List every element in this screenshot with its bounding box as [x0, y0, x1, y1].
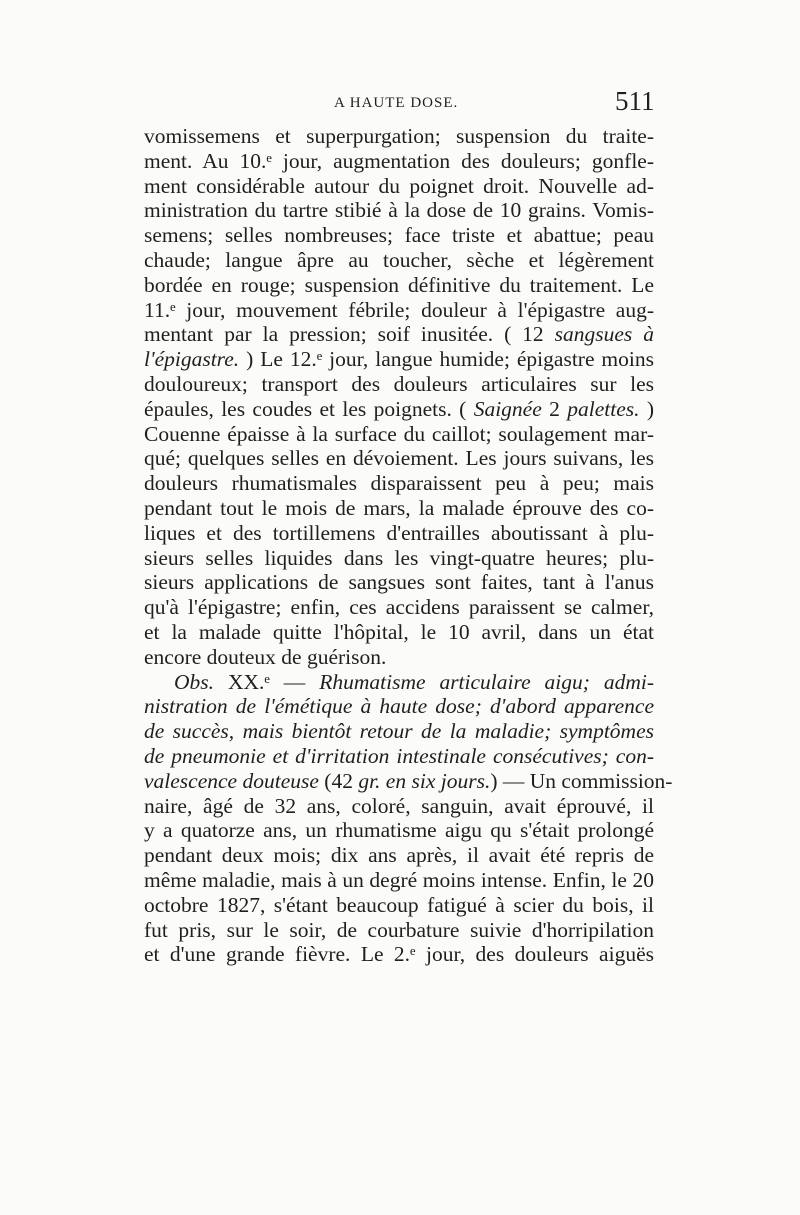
text-run: et la malade quitte l'hôpital, le 10 avril, dans un état	[144, 620, 654, 644]
text-line	[144, 942, 654, 967]
text-line	[144, 719, 654, 744]
text-line	[144, 372, 654, 397]
text-run: ment considérable autour du poignet droit. Nouvelle ad-	[144, 173, 654, 198]
text-line	[144, 124, 654, 149]
text-line	[144, 868, 654, 893]
text-line	[144, 174, 654, 199]
text-line	[144, 595, 654, 620]
text-run: qué; quelques selles en dévoiement. Les jours suivans, les	[144, 446, 654, 471]
text-run: ) Le 12.ᵉ jour, langue humide; épigastre moins	[239, 347, 654, 372]
text-run: qu'à l'épigastre; enfin, ces accidens paraissent se calmer,	[144, 595, 654, 620]
text-line	[144, 298, 654, 323]
text-run: pendant deux mois; dix ans après, il avait été repris de	[144, 843, 654, 868]
text-run: )	[639, 396, 654, 421]
text-run: gr. en six jours.	[358, 768, 491, 793]
text-run: XX.ᵉ —	[214, 669, 320, 694]
text-line	[144, 570, 654, 595]
text-line	[144, 893, 654, 918]
text-line	[144, 446, 654, 471]
text-run: sieurs selles liquides dans les vingt-quatre heures; plu-	[144, 545, 654, 570]
text-run: de succès, mais bientôt retour de la maladie; symptômes	[144, 719, 654, 744]
text-run: encore douteux de guérison.	[144, 644, 387, 669]
text-line	[144, 744, 654, 769]
text-run: palettes.	[567, 396, 640, 421]
text-line	[144, 794, 654, 819]
text-run: pendant tout le mois de mars, la malade éprouve des co-	[144, 496, 654, 520]
text-run: l'épigastre.	[144, 347, 240, 372]
text-line	[144, 198, 654, 223]
text-line	[144, 694, 654, 719]
page-number: 511	[615, 86, 655, 116]
text-run: sangsues à	[554, 322, 654, 347]
text-line	[174, 670, 654, 695]
text-run: (42	[318, 768, 359, 793]
text-run: Couenne épaisse à la surface du caillot; soulagement mar-	[144, 421, 654, 446]
text-line	[144, 471, 654, 496]
text-line	[144, 322, 654, 347]
text-run: nistration de l'émétique à haute dose; d'abord apparence	[144, 694, 654, 719]
text-run: 2	[541, 396, 568, 421]
text-line	[144, 768, 673, 794]
text-run: naire, âgé de 32 ans, coloré, sanguin, avait éprouvé, il	[144, 793, 654, 818]
text-run: 11.ᵉ jour, mouvement fébrile; douleur à l'épigastre aug-	[144, 297, 654, 322]
text-line	[144, 521, 654, 546]
text-line	[144, 645, 654, 670]
text-line	[144, 620, 654, 645]
text-line	[144, 496, 654, 521]
text-line	[144, 843, 654, 868]
text-line	[144, 422, 654, 447]
text-run: douloureux; transport des douleurs articulaires sur les	[144, 372, 654, 396]
text-line	[144, 223, 654, 248]
running-header: A HAUTE DOSE.	[334, 95, 459, 111]
text-run: Obs.	[174, 669, 215, 694]
text-run: vomissemens et superpurgation; suspension du traite-	[144, 124, 654, 148]
text-line	[144, 918, 654, 943]
text-run: et d'une grande fièvre. Le 2.ᵉ jour, des douleurs aiguës	[144, 942, 654, 967]
text-line	[144, 248, 654, 273]
text-run: Rhumatisme articulaire aigu; admi-	[319, 669, 654, 694]
text-line	[144, 347, 654, 372]
text-run: liques et des tortillemens d'entrailles aboutissant à plu-	[144, 520, 654, 545]
text-run: fut pris, sur le soir, de courbature suivie d'horripilation	[144, 917, 654, 942]
text-run: de pneumonie et d'irritation intestinale consécutives; con-	[144, 744, 654, 768]
text-line	[144, 149, 654, 174]
text-run: bordée en rouge; suspension définitive du traitement. Le	[144, 272, 654, 297]
text-line	[144, 273, 654, 298]
text-line	[144, 818, 654, 843]
text-run: ministration du tartre stibié à la dose de 10 grains. Vomis-	[144, 198, 654, 223]
text-run: douleurs rhumatismales disparaissent peu à peu; mais	[144, 471, 654, 496]
text-run: Saignée	[473, 396, 542, 421]
text-run: y a quatorze ans, un rhumatisme aigu qu s'était prolongé	[144, 818, 654, 843]
text-run: chaude; langue âpre au toucher, sèche et légèrement	[144, 248, 654, 272]
text-run: ment. Au 10.ᵉ jour, augmentation des douleurs; gonfle-	[144, 148, 654, 173]
text-run: mentant par la pression; soif inusitée. ( 12	[144, 322, 555, 347]
text-run: ) — Un commission-	[490, 768, 673, 793]
text-run: épaules, les coudes et les poignets. (	[144, 396, 474, 421]
text-line	[144, 546, 654, 571]
text-run: valescence douteuse	[144, 768, 319, 793]
text-run: semens; selles nombreuses; face triste et abattue; peau	[144, 223, 654, 248]
text-run: même maladie, mais à un degré moins intense. Enfin, le 20	[144, 868, 654, 892]
text-run: sieurs applications de sangsues sont faites, tant à l'anus	[144, 570, 654, 595]
text-line	[144, 397, 654, 422]
text-run: octobre 1827, s'étant beaucoup fatigué à scier du bois, il	[144, 892, 654, 917]
